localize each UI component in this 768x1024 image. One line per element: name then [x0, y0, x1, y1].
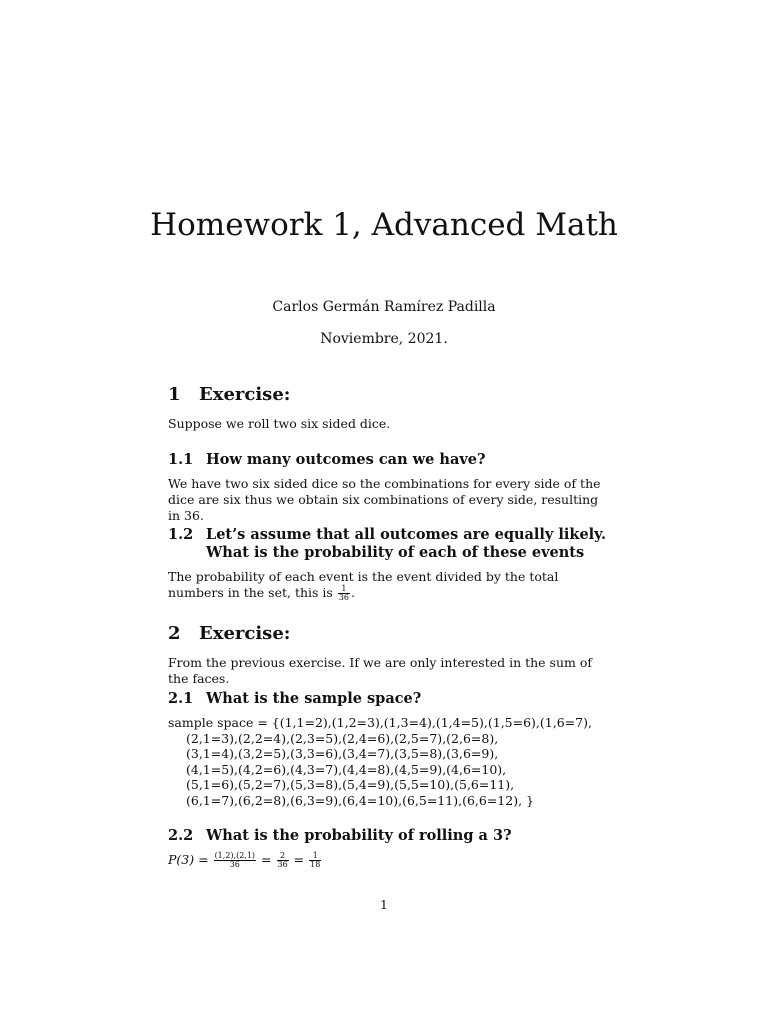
subsection-title: Let’s assume that all outcomes are equally likely. What is the probability of each of these events: [206, 526, 606, 561]
equation-lhs: P(3) =: [168, 852, 209, 867]
section-1-intro: Suppose we roll two six sided dice.: [168, 416, 391, 431]
subsection-1-2-text: [168, 569, 608, 602]
subsection-number: 2.2: [168, 827, 194, 844]
equals-sign: =: [293, 852, 305, 867]
author: Carlos Germán Ramírez Padilla: [272, 299, 496, 315]
page-number: 1: [380, 898, 388, 912]
sample-space-line: (3,1=4),(3,2=5),(3,3=6),(3,4=7),(3,5=8),(3,6=9),: [186, 746, 499, 761]
sample-space-line: (5,1=6),(5,2=7),(5,3=8),(5,4=9),(5,5=10),(5,6=11),: [186, 777, 515, 792]
fraction-numerator: 1: [309, 852, 321, 861]
sample-space-line: (6,1=7),(6,2=8),(6,3=9),(6,4=10),(6,5=11),(6,6=12), }: [186, 792, 534, 808]
fraction-denominator: 36: [229, 860, 240, 869]
fraction-numerator: 2: [277, 852, 289, 861]
sample-space-line: (4,1=5),(4,2=6),(4,3=7),(4,4=8),(4,5=9),(4,6=10),: [186, 761, 507, 777]
equals-sign: =: [261, 852, 272, 867]
subsection-number: 1.1: [168, 451, 194, 468]
subsection-1-1-text: We have two six sided dice so the combinations for every side of the dice are six thus we obtain six combinations of every side, resulting in 36.: [168, 476, 601, 523]
section-title: Exercise:: [199, 623, 291, 644]
fraction-denominator: 36: [338, 593, 350, 602]
subsection-2-2-heading: [168, 827, 618, 845]
fraction: [338, 585, 350, 602]
date: Noviembre, 2021.: [320, 331, 448, 347]
subsection-title: How many outcomes can we have?: [206, 451, 486, 468]
sample-space: [168, 715, 628, 808]
sample-space-line: sample space = {(1,1=2),(1,2=3),(1,3=4),(1,4=5),(1,5=6),(1,6=7),: [168, 715, 592, 730]
subsection-number: 1.2: [168, 526, 194, 543]
section-1-heading: [168, 384, 290, 405]
subsection-2-1-heading: [168, 690, 618, 708]
subsection-1-1-heading: [168, 451, 618, 469]
fraction-denominator: 18: [310, 860, 321, 869]
fraction: [277, 852, 289, 869]
subsection-number: 2.1: [168, 690, 194, 707]
subsection-title: What is the sample space?: [206, 690, 422, 707]
probability-equation: [168, 852, 322, 869]
subsection-1-2-heading: [168, 526, 618, 562]
subsection-title: What is the probability of rolling a 3?: [206, 827, 512, 844]
section-2-heading: [168, 623, 290, 644]
fraction: [309, 852, 321, 869]
text-after: .: [351, 585, 355, 600]
section-title: Exercise:: [199, 384, 291, 405]
document-title: Homework 1, Advanced Math: [150, 207, 618, 243]
fraction-numerator: (1,2),(2,1): [214, 851, 256, 860]
fraction: [214, 852, 256, 869]
text-before: The probability of each event is the event divided by the total numbers in the set, this is: [168, 569, 559, 600]
fraction-numerator: 1: [338, 585, 350, 594]
section-2-intro: From the previous exercise. If we are only interested in the sum of the faces.: [168, 655, 592, 686]
fraction-denominator: 36: [277, 860, 288, 869]
section-number: 1: [168, 384, 181, 405]
sample-space-line: (2,1=3),(2,2=4),(2,3=5),(2,4=6),(2,5=7),(2,6=8),: [186, 730, 499, 746]
section-number: 2: [168, 623, 181, 644]
